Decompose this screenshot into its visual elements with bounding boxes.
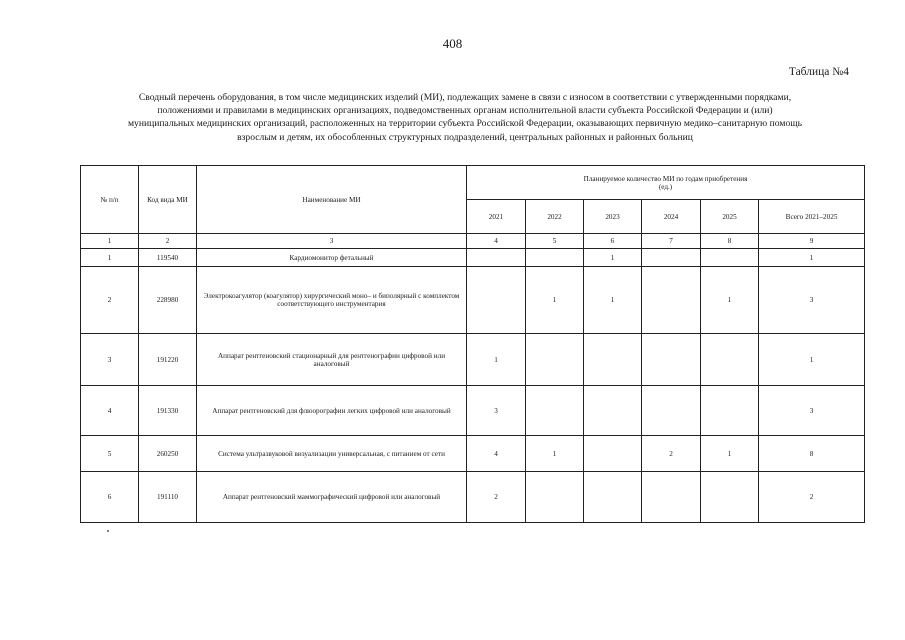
row-num: 2 [81,267,139,334]
row-total: 3 [759,386,865,436]
row-value: 1 [467,334,526,386]
column-number: 9 [759,234,865,249]
header-row [81,166,865,200]
row-code: 228980 [139,267,197,334]
row-num: 5 [81,436,139,472]
row-value [467,249,526,267]
row-value [642,334,701,386]
row-value: 1 [701,436,759,472]
row-value [642,249,701,267]
header-planned-unit: (ед.) [658,182,673,191]
row-num: 1 [81,249,139,267]
row-value [526,386,584,436]
header-planned-text: Планируемое количество МИ по годам приобретения [583,174,748,183]
row-value: 2 [467,472,526,523]
row-num: 4 [81,386,139,436]
row-code: 191220 [139,334,197,386]
header-num: № п/п [81,166,139,234]
row-total: 3 [759,267,865,334]
row-value [584,436,642,472]
caption-line: положениями и правилами в медицинских организациях, подведомственных органам исполнительной власти субъекта Российской Федерации и (или) [157,105,773,117]
stray-mark [107,530,109,532]
header-code: Код вида МИ [139,166,197,234]
table-row [81,334,865,386]
header-year: 2025 [701,200,759,234]
page-number: 408 [442,36,463,51]
row-value [701,472,759,523]
row-value [526,249,584,267]
header-year: 2021 [467,200,526,234]
row-code: 191330 [139,386,197,436]
row-value [467,267,526,334]
row-name: Кардиомонитор фетальный [197,249,467,267]
column-number: 2 [139,234,197,249]
row-num: 3 [81,334,139,386]
row-code: 260250 [139,436,197,472]
row-value [701,249,759,267]
row-num: 6 [81,472,139,523]
equipment-table [80,165,865,523]
row-name: Аппарат рентгеновский маммографический цифровой или аналоговый [197,472,467,523]
table-caption [70,91,860,144]
row-name: Система ультразвуковой визуализации универсальная, с питанием от сети [197,436,467,472]
caption-line: муниципальных медицинских организаций, расположенных на территории субъекта Российской Федерации, оказывающих первичную медико–санитарную помощь [127,118,803,130]
header-year: 2022 [526,200,584,234]
row-value [701,386,759,436]
row-value [642,472,701,523]
row-value [526,334,584,386]
column-number: 4 [467,234,526,249]
header-total: Всего 2021–2025 [759,200,865,234]
row-total: 1 [759,249,865,267]
row-total: 8 [759,436,865,472]
row-value: 1 [526,267,584,334]
row-value: 1 [584,267,642,334]
row-code: 119540 [139,249,197,267]
row-total: 1 [759,334,865,386]
row-value: 3 [467,386,526,436]
row-value [642,386,701,436]
row-value [584,472,642,523]
column-number: 6 [584,234,642,249]
row-code: 191110 [139,472,197,523]
row-value: 1 [584,249,642,267]
column-number-row [81,234,865,249]
row-name: Электрокоагулятор (коагулятор) хирургический моно– и биполярный с комплектом соответствующего инструментария [197,267,467,334]
table-row [81,436,865,472]
table-row [81,267,865,334]
row-total: 2 [759,472,865,523]
column-number: 3 [197,234,467,249]
row-value [526,472,584,523]
row-value: 4 [467,436,526,472]
header-name: Наименование МИ [197,166,467,234]
caption-line: взрослым и детям, их обособленных структурных подразделений, центральных районных и районных больниц [237,131,693,143]
column-number: 7 [642,234,701,249]
row-value [701,334,759,386]
table-label: Таблица №4 [788,66,849,78]
row-name: Аппарат рентгеновский стационарный для рентгенографии цифровой или аналоговый [197,334,467,386]
column-number: 1 [81,234,139,249]
row-name: Аппарат рентгеновский для флюорографии легких цифровой или аналоговый [197,386,467,436]
row-value [584,386,642,436]
column-number: 5 [526,234,584,249]
table-row [81,386,865,436]
row-value: 1 [701,267,759,334]
row-value: 1 [526,436,584,472]
caption-line: Сводный перечень оборудования, в том числе медицинских изделий (МИ), подлежащих замене в связи с износом в соответствии с утвержденными порядками, [138,92,792,103]
table-row [81,249,865,267]
header-year: 2023 [584,200,642,234]
header-planned [467,166,865,200]
column-number: 8 [701,234,759,249]
row-value: 2 [642,436,701,472]
row-value [584,334,642,386]
header-year: 2024 [642,200,701,234]
row-value [642,267,701,334]
table-row [81,472,865,523]
